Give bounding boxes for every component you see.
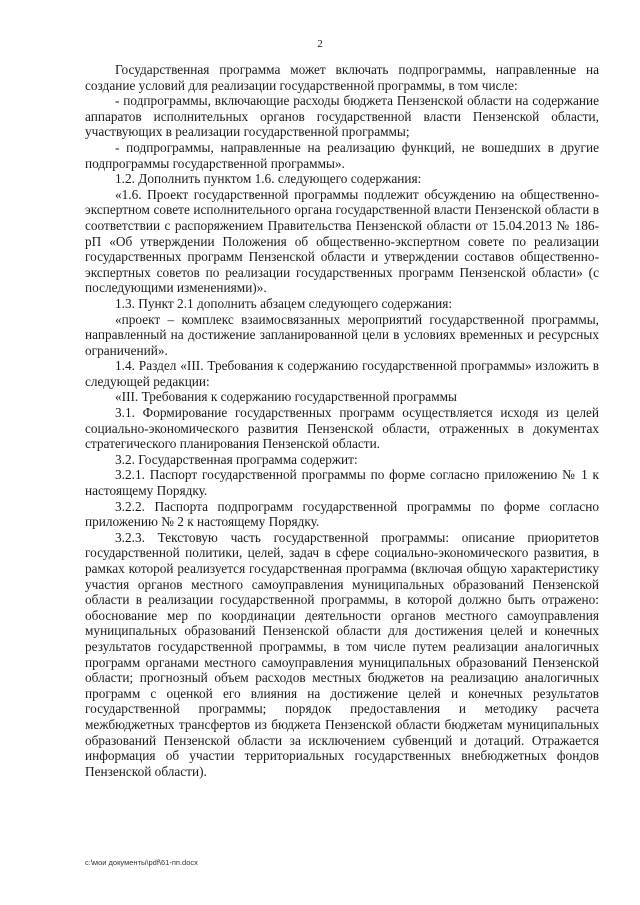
paragraph: 3.2.1. Паспорт государственной программы по форме согласно приложению № 1 к настоящему Порядку. — [85, 467, 599, 499]
paragraph: - подпрограммы, направленные на реализацию функций, не вошедших в другие подпрограммы государственной программы». — [85, 139, 599, 171]
paragraph: 3.2.2. Паспорта подпрограмм государственной программы по форме согласно приложению № 2 к настоящему Порядку. — [85, 498, 599, 530]
paragraph: 3.2. Государственная программа содержит: — [115, 451, 358, 467]
paragraph: 1.3. Пункт 2.1 дополнить абзацем следующего содержания: — [115, 295, 453, 311]
paragraph: 3.2.3. Текстовую часть государственной программы: описание приоритетов государственной политики, целей, задач в сфере социально-экономического развития, в рамках которой реализуется государственная программа (включая общую характеристику участия органов местного самоуправления муниципальных образований Пензенской области в реализации государственной программы, в которой должно быть отражено: обоснование мер по координации деятельности органов местного самоуправления муниципальных образований Пензенской области для достижения целей и конечных результатов государственной программы, в том числе путем реализации аналогичных программ органами местного самоуправления муниципальных образований Пензенской области; прогнозный объем расходов местных бюджетов на реализацию аналогичных программ с оценкой его влияния на достижение целей и конечных результатов государственной программы; порядок предоставления и методику расчета межбюджетных трансфертов из бюджета Пензенской области бюджетам муниципальных образований Пензенской области за исключением субвенций и дотаций. Отражается информация об участии территориальных государственных внебюджетных фондов Пензенской области). — [85, 529, 599, 779]
paragraph: «проект – комплекс взаимосвязанных мероприятий государственной программы, направленный на достижение запланированной цели в условиях временных и ресурсных ограничений». — [85, 311, 599, 358]
paragraph: - подпрограммы, включающие расходы бюджета Пензенской области на содержание аппаратов исполнительных органов государственной власти Пензенской области, участвующих в реализации государственной программы; — [85, 93, 599, 140]
file-path-footer: c:\мои документы\pdf\61-пп.docx — [85, 858, 198, 867]
paragraph: 1.2. Дополнить пунктом 1.6. следующего содержания: — [115, 171, 422, 187]
page-number: 2 — [317, 38, 323, 50]
section-heading: «III. Требования к содержанию государственной программы — [115, 389, 457, 405]
paragraph: «1.6. Проект государственной программы подлежит обсуждению на общественно-экспертном совете исполнительного органа государственной власти Пензенской области в соответствии с распоряжением Правительства Пензенской области от 15.04.2013 № 186-рП «Об утверждении Положения об общественно-экспертном совете по реализации государственных программ Пензенской области и утверждении составов общественно-экспертных советов по реализации государственных программ Пензенской области» (с последующими изменениями)». — [85, 186, 599, 296]
paragraph: 3.1. Формирование государственных программ осуществляется исходя из целей социально-экономического развития Пензенской области, отраженных в документах стратегического планирования Пензенской области. — [85, 405, 599, 452]
document-body — [85, 62, 599, 779]
paragraph: 1.4. Раздел «III. Требования к содержанию государственной программы» изложить в следующей редакции: — [85, 358, 599, 389]
paragraph: Государственная программа может включать подпрограммы, направленные на создание условий для реализации государственной программы, в том числе: — [85, 62, 599, 93]
